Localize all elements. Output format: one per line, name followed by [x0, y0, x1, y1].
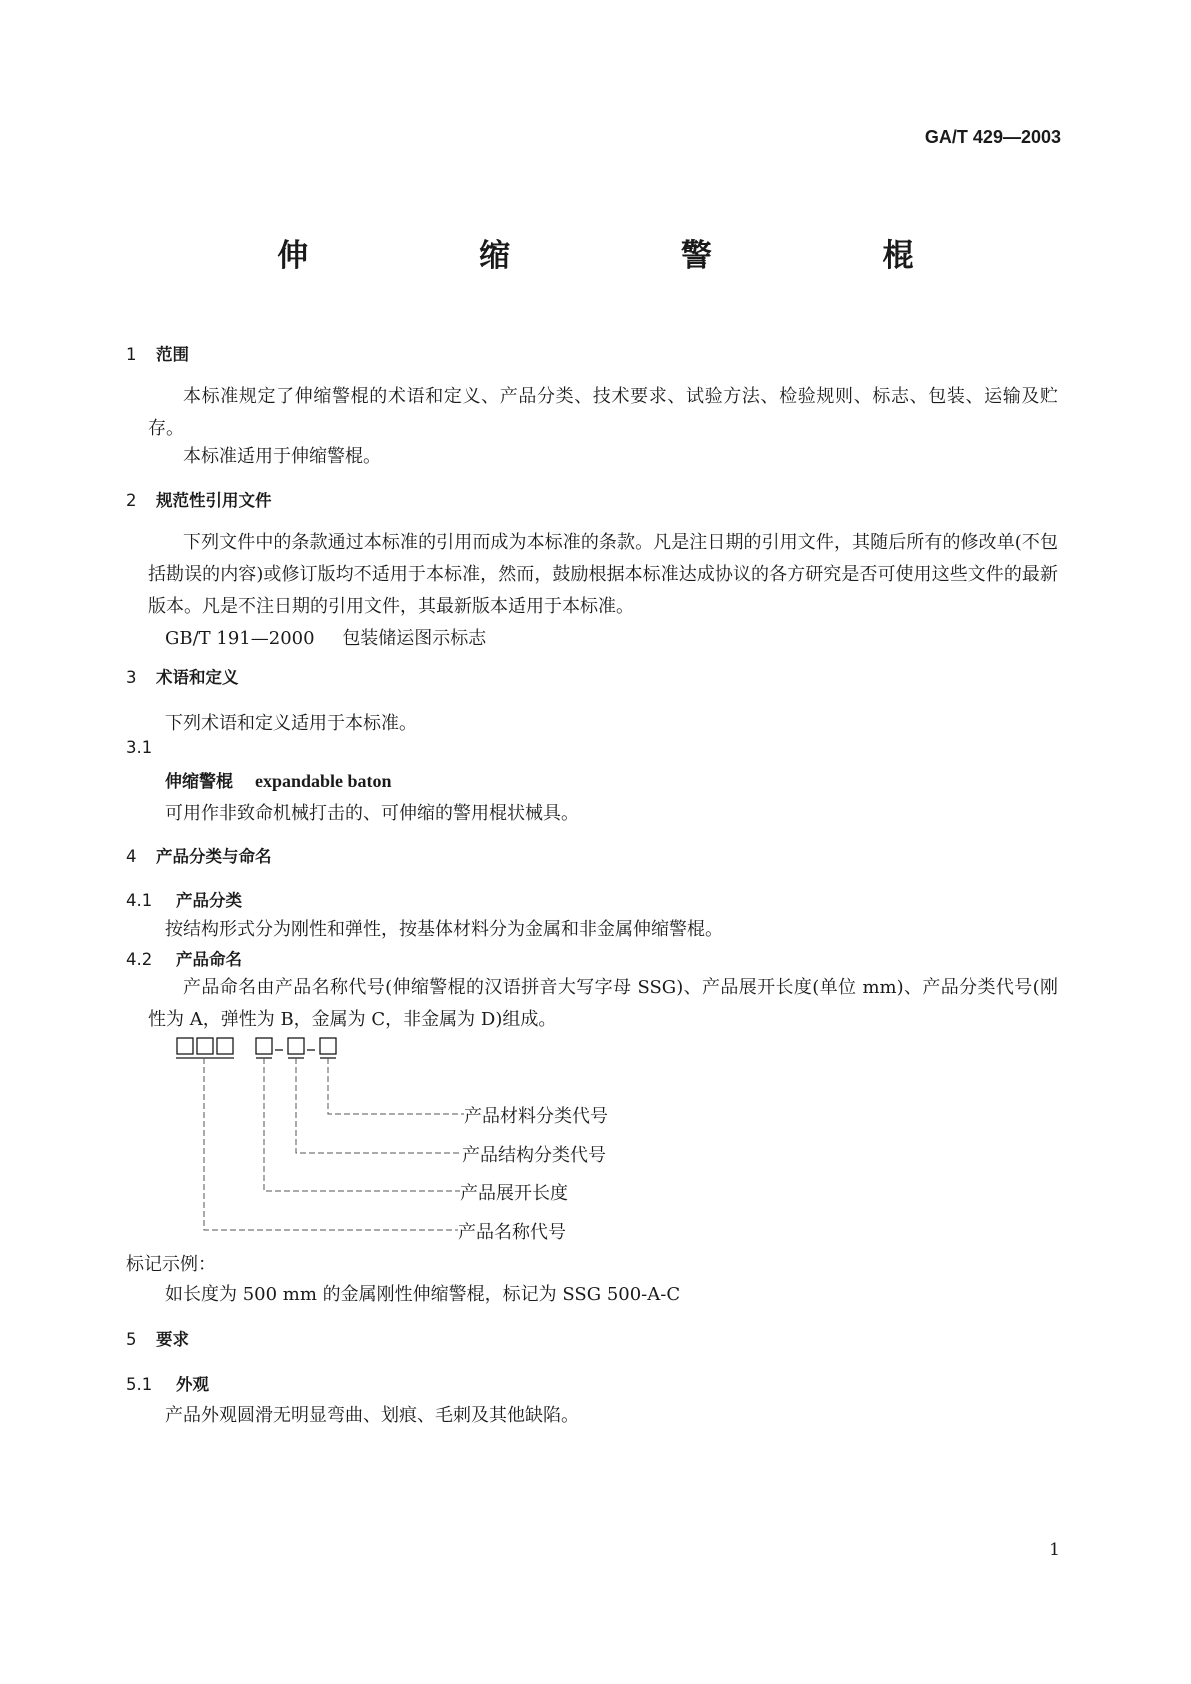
section-title: 范围 — [156, 345, 189, 364]
section-1-paragraph-2: 本标准适用于伸缩警棍。 — [183, 446, 381, 467]
section-number: 3 — [126, 668, 137, 687]
code-box — [320, 1038, 336, 1054]
subsection-5-1-heading — [126, 1371, 209, 1395]
section-title: 产品分类与命名 — [156, 847, 272, 866]
leader-line-name — [204, 1058, 458, 1230]
section-number: 2 — [126, 491, 137, 510]
code-box — [197, 1038, 213, 1054]
subsection-4-2-text: 产品命名由产品名称代号(伸缩警棍的汉语拼音大写字母 SSG)、产品展开长度(单位 mm)、产品分类代号(刚性为 A，弹性为 B，金属为 C，非金属为 D)组成。 — [148, 977, 1058, 1030]
example-text: 如长度为 500 mm 的金属刚性伸缩警棍，标记为 SSG 500-A-C — [165, 1284, 681, 1305]
section-2-paragraph-1: 下列文件中的条款通过本标准的引用而成为本标准的条款。凡是注日期的引用文件，其随后所有的修改单(不包括勘误的内容)或修订版均不适用于本标准，然而，鼓励根据本标准达成协议的各方研究是否可使用这些文件的最新版本。凡是不注日期的引用文件，其最新版本适用于本标准。 — [148, 532, 1058, 617]
subsection-3-1-number: 3.1 — [126, 738, 153, 757]
reference-title: 包装储运图示标志 — [342, 628, 487, 649]
code-box — [217, 1038, 233, 1054]
code-box — [177, 1038, 193, 1054]
section-number: 4 — [126, 847, 137, 866]
term-chinese: 伸缩警棍 — [165, 772, 233, 792]
leader-line-material — [328, 1058, 464, 1114]
term-definition: 可用作非致命机械打击的、可伸缩的警用棍状械具。 — [165, 803, 579, 824]
diagram-label-length: 产品展开长度 — [460, 1183, 568, 1204]
section-title: 产品分类 — [176, 891, 242, 910]
diagram-label-structure-code: 产品结构分类代号 — [462, 1145, 606, 1166]
section-title: 外观 — [176, 1375, 209, 1394]
reference-code: GB/T 191—2000 — [165, 628, 315, 649]
standard-number: GA/T 429—2003 — [924, 127, 1061, 147]
page-title: 伸 缩 警 棍 — [277, 238, 994, 274]
subsection-4-1-text: 按结构形式分为刚性和弹性，按基体材料分为金属和非金属伸缩警棍。 — [165, 919, 723, 940]
section-title: 要求 — [156, 1330, 189, 1349]
page-number: 1 — [1049, 1540, 1060, 1560]
section-title: 产品命名 — [176, 950, 242, 969]
code-box — [256, 1038, 272, 1054]
section-title: 规范性引用文件 — [156, 491, 272, 510]
leader-line-structure — [296, 1058, 462, 1153]
diagram-label-material-code: 产品材料分类代号 — [464, 1106, 608, 1127]
section-number: 1 — [126, 345, 137, 364]
section-number: 5 — [126, 1330, 137, 1349]
term-english: expandable baton — [255, 771, 392, 791]
example-title: 标记示例： — [126, 1254, 216, 1275]
diagram-label-name-code: 产品名称代号 — [458, 1222, 566, 1243]
code-box — [288, 1038, 304, 1054]
section-number: 5.1 — [126, 1375, 153, 1394]
section-title: 术语和定义 — [156, 668, 239, 687]
section-number: 4.2 — [126, 950, 153, 969]
section-5-heading — [126, 1326, 189, 1350]
section-1-paragraph-1: 本标准规定了伸缩警棍的术语和定义、产品分类、技术要求、试验方法、检验规则、标志、包装、运输及贮存。 — [148, 386, 1058, 439]
section-3-paragraph-1: 下列术语和定义适用于本标准。 — [165, 713, 417, 734]
section-number: 4.1 — [126, 891, 153, 910]
leader-line-length — [264, 1058, 460, 1191]
subsection-5-1-text: 产品外观圆滑无明显弯曲、划痕、毛刺及其他缺陷。 — [165, 1405, 579, 1426]
